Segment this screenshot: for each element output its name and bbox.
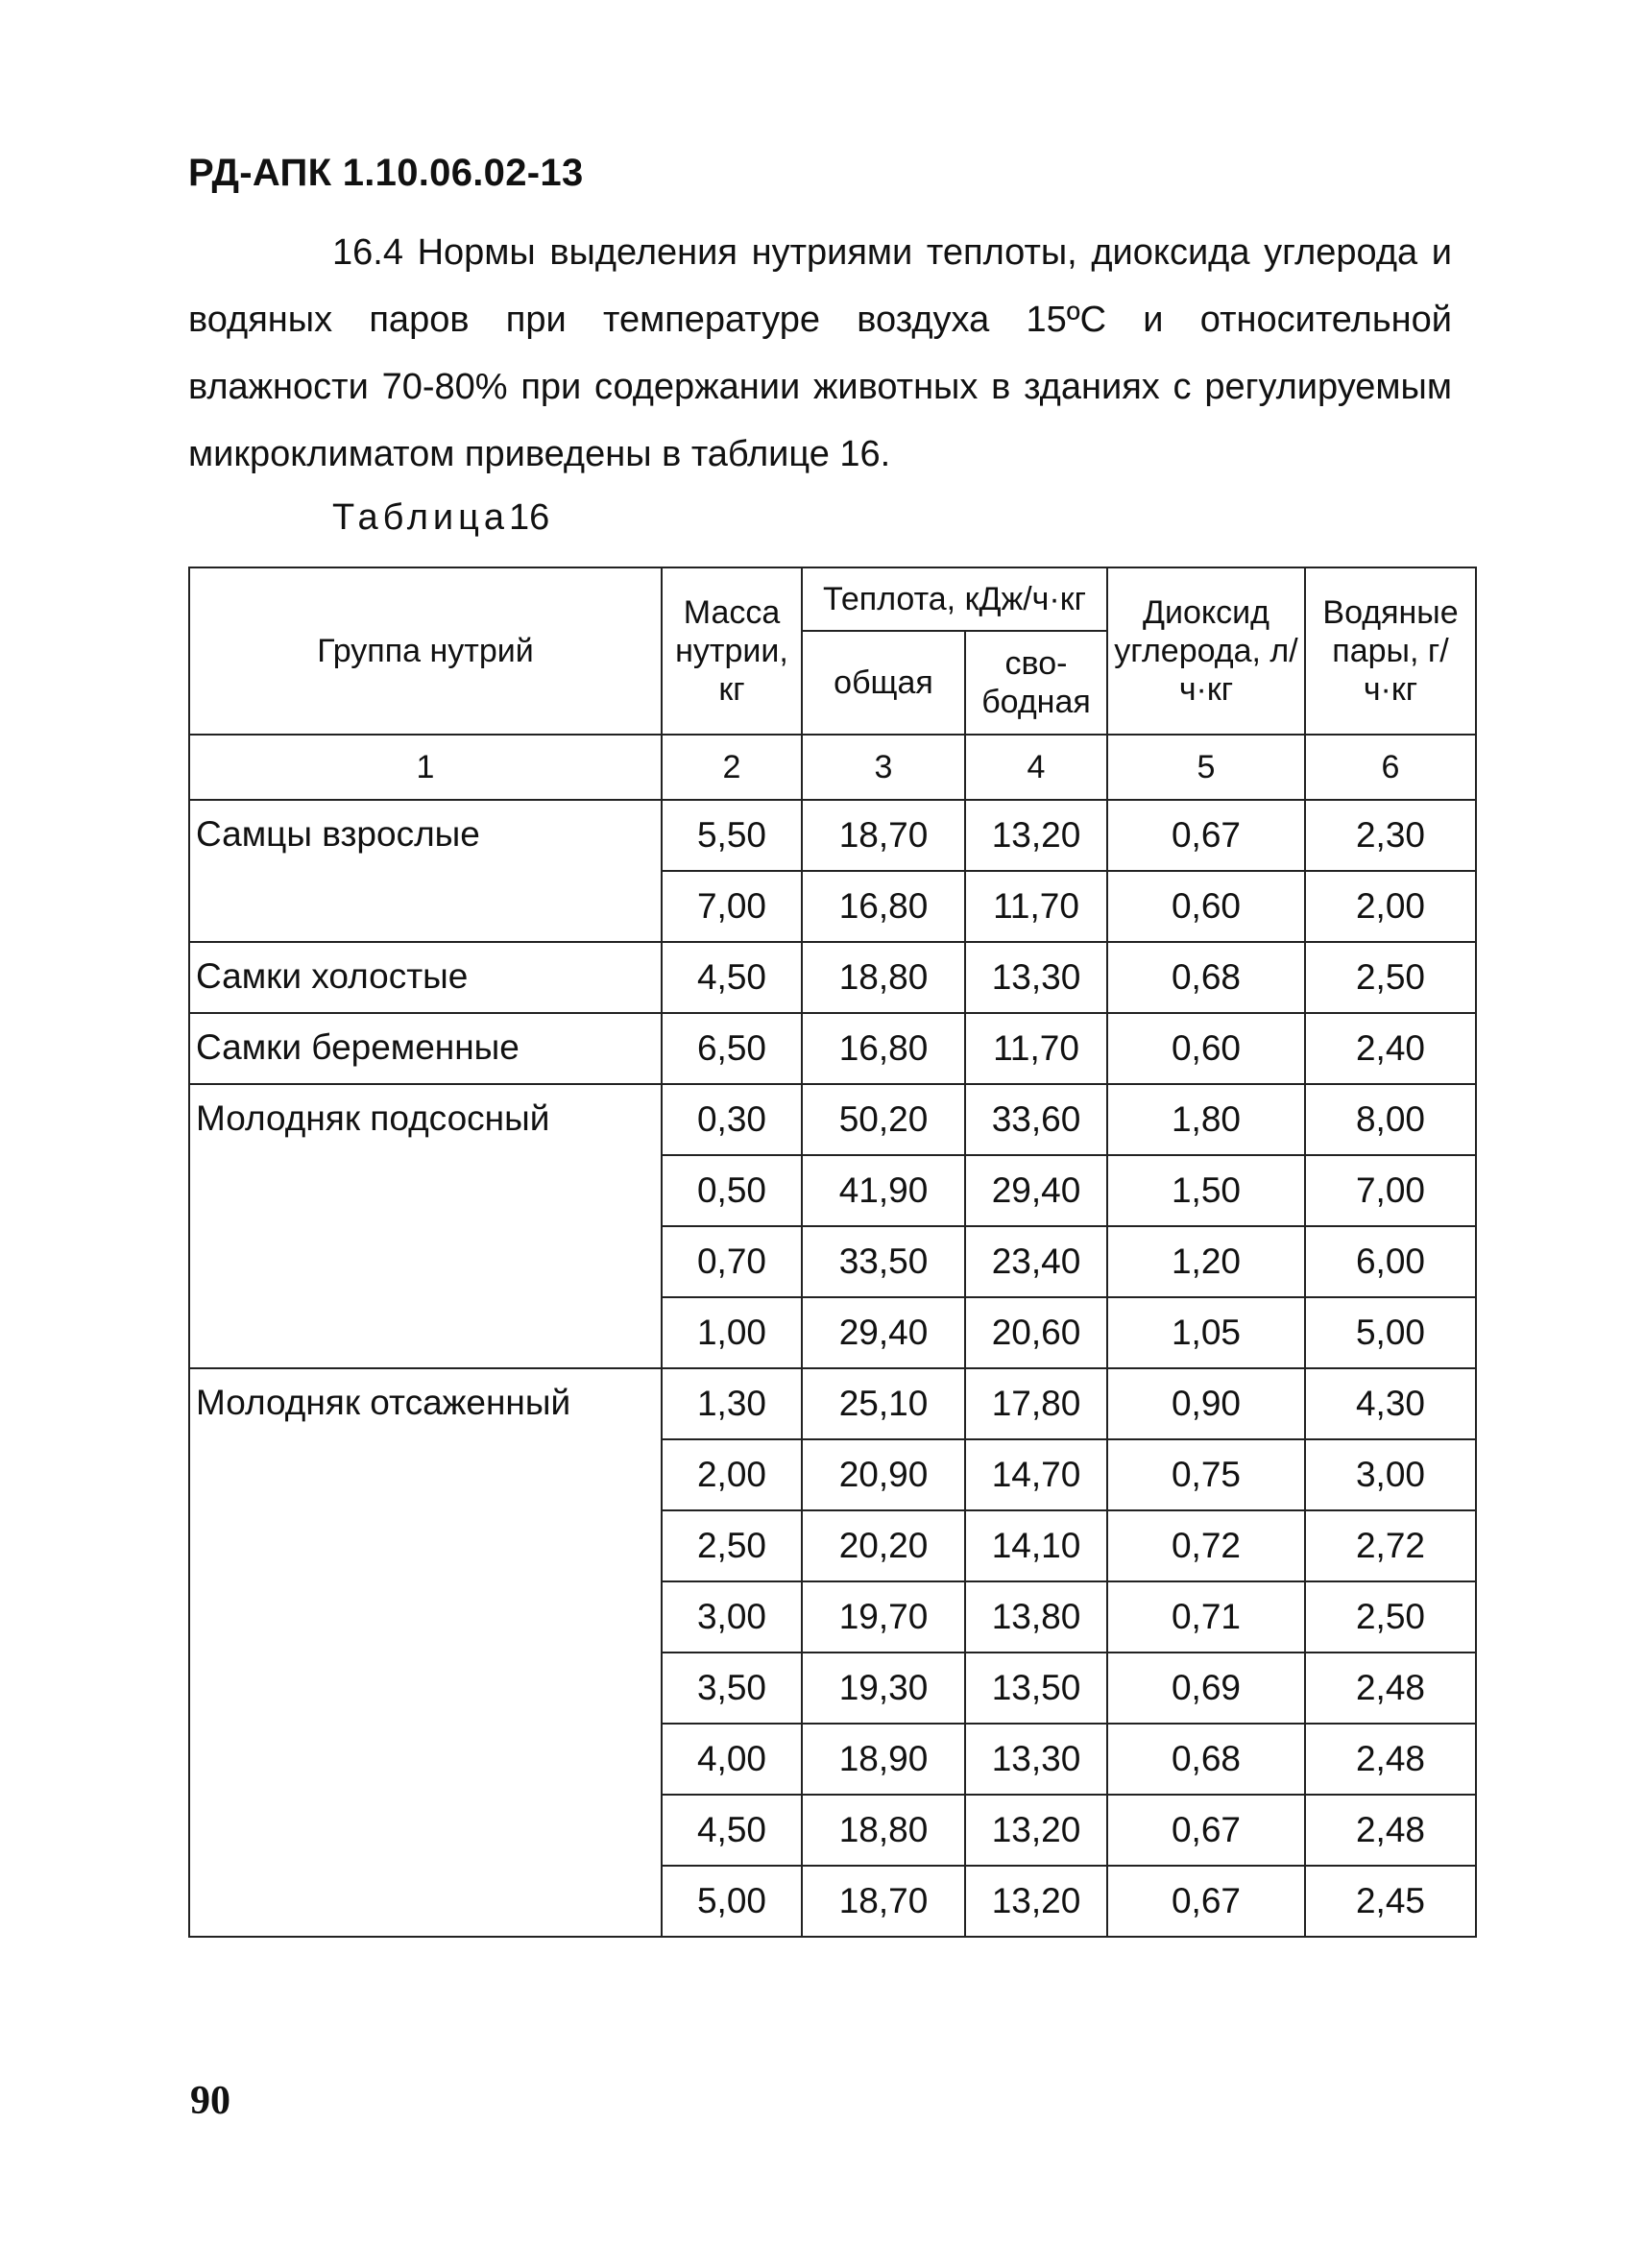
heat-free-cell: 13,30 (965, 1724, 1107, 1795)
header-group: Группа нутрий (189, 567, 662, 735)
document-code: РД-АПК 1.10.06.02-13 (188, 152, 584, 194)
group-name-cell: Самцы взрослые (189, 800, 662, 942)
heat-total-cell: 50,20 (802, 1084, 965, 1155)
vapor-cell: 2,50 (1305, 1581, 1476, 1653)
co2-cell: 1,50 (1107, 1155, 1305, 1226)
vapor-cell: 2,30 (1305, 800, 1476, 871)
vapor-cell: 3,00 (1305, 1439, 1476, 1510)
vapor-cell: 2,48 (1305, 1724, 1476, 1795)
table-row (189, 1013, 1476, 1084)
heat-total-cell: 18,70 (802, 1866, 965, 1937)
heat-free-cell: 17,80 (965, 1368, 1107, 1439)
vapor-cell: 2,72 (1305, 1510, 1476, 1581)
co2-cell: 0,60 (1107, 1013, 1305, 1084)
mass-cell: 1,30 (662, 1368, 802, 1439)
mass-cell: 0,30 (662, 1084, 802, 1155)
heat-free-cell: 13,20 (965, 800, 1107, 871)
vapor-cell: 2,48 (1305, 1795, 1476, 1866)
co2-cell: 0,90 (1107, 1368, 1305, 1439)
co2-cell: 1,80 (1107, 1084, 1305, 1155)
mass-cell: 4,50 (662, 1795, 802, 1866)
column-number: 5 (1107, 735, 1305, 800)
page-number: 90 (190, 2079, 230, 2123)
heat-total-cell: 18,70 (802, 800, 965, 871)
co2-cell: 0,67 (1107, 1795, 1305, 1866)
vapor-cell: 7,00 (1305, 1155, 1476, 1226)
vapor-cell: 5,00 (1305, 1297, 1476, 1368)
column-number: 1 (189, 735, 662, 800)
heat-free-cell: 13,20 (965, 1866, 1107, 1937)
mass-cell: 4,50 (662, 942, 802, 1013)
mass-cell: 0,50 (662, 1155, 802, 1226)
co2-cell: 0,71 (1107, 1581, 1305, 1653)
table-row (189, 800, 1476, 871)
co2-cell: 0,67 (1107, 800, 1305, 871)
mass-cell: 7,00 (662, 871, 802, 942)
group-name-cell: Молодняк подсосный (189, 1084, 662, 1368)
vapor-cell: 6,00 (1305, 1226, 1476, 1297)
heat-total-cell: 18,80 (802, 942, 965, 1013)
column-number: 2 (662, 735, 802, 800)
vapor-cell: 2,45 (1305, 1866, 1476, 1937)
co2-cell: 1,05 (1107, 1297, 1305, 1368)
intro-paragraph: 16.4 Нормы выделения нутриями теплоты, диоксида углерода и водяных паров при температуре воздуха 15ºС и относительной влажности 70-80% при содержании животных в зданиях с регулируемым микроклиматом приведены в таблице 16. (188, 232, 1452, 474)
heat-total-cell: 19,30 (802, 1653, 965, 1724)
mass-cell: 3,00 (662, 1581, 802, 1653)
header-vapor: Водяные пары, г/ч·кг (1305, 567, 1476, 735)
co2-cell: 0,75 (1107, 1439, 1305, 1510)
vapor-cell: 2,48 (1305, 1653, 1476, 1724)
header-mass: Масса нутрии, кг (662, 567, 802, 735)
group-name-cell: Самки холостые (189, 942, 662, 1013)
heat-free-cell: 23,40 (965, 1226, 1107, 1297)
co2-cell: 0,60 (1107, 871, 1305, 942)
column-number-row (189, 735, 1476, 800)
vapor-cell: 2,40 (1305, 1013, 1476, 1084)
heat-total-cell: 18,90 (802, 1724, 965, 1795)
column-number: 4 (965, 735, 1107, 800)
heat-free-cell: 29,40 (965, 1155, 1107, 1226)
co2-cell: 1,20 (1107, 1226, 1305, 1297)
heat-total-cell: 20,90 (802, 1439, 965, 1510)
heat-free-cell: 11,70 (965, 1013, 1107, 1084)
heat-total-cell: 16,80 (802, 1013, 965, 1084)
column-number: 3 (802, 735, 965, 800)
co2-cell: 0,67 (1107, 1866, 1305, 1937)
table-body (189, 800, 1476, 1937)
vapor-cell: 2,00 (1305, 871, 1476, 942)
heat-free-cell: 13,80 (965, 1581, 1107, 1653)
vapor-cell: 8,00 (1305, 1084, 1476, 1155)
heat-total-cell: 33,50 (802, 1226, 965, 1297)
heat-total-cell: 25,10 (802, 1368, 965, 1439)
heat-free-cell: 14,10 (965, 1510, 1107, 1581)
table-caption-label: Таблица (332, 497, 509, 538)
header-co2: Диоксид углерода, л/ч·кг (1107, 567, 1305, 735)
vapor-cell: 4,30 (1305, 1368, 1476, 1439)
table-caption-number: 16 (509, 497, 550, 538)
co2-cell: 0,68 (1107, 942, 1305, 1013)
mass-cell: 3,50 (662, 1653, 802, 1724)
mass-cell: 0,70 (662, 1226, 802, 1297)
mass-cell: 6,50 (662, 1013, 802, 1084)
co2-cell: 0,69 (1107, 1653, 1305, 1724)
heat-free-cell: 13,50 (965, 1653, 1107, 1724)
mass-cell: 1,00 (662, 1297, 802, 1368)
heat-free-cell: 14,70 (965, 1439, 1107, 1510)
mass-cell: 4,00 (662, 1724, 802, 1795)
group-name-cell: Молодняк отсаженный (189, 1368, 662, 1937)
heat-total-cell: 41,90 (802, 1155, 965, 1226)
heat-free-cell: 33,60 (965, 1084, 1107, 1155)
header-heat-total: общая (802, 631, 965, 735)
heat-total-cell: 18,80 (802, 1795, 965, 1866)
heat-total-cell: 20,20 (802, 1510, 965, 1581)
vapor-cell: 2,50 (1305, 942, 1476, 1013)
header-heat-free: сво-бодная (965, 631, 1107, 735)
heat-free-cell: 13,30 (965, 942, 1107, 1013)
heat-total-cell: 19,70 (802, 1581, 965, 1653)
heat-free-cell: 20,60 (965, 1297, 1107, 1368)
co2-cell: 0,68 (1107, 1724, 1305, 1795)
mass-cell: 2,50 (662, 1510, 802, 1581)
co2-cell: 0,72 (1107, 1510, 1305, 1581)
table-caption (332, 497, 549, 539)
heat-free-cell: 11,70 (965, 871, 1107, 942)
table-row (189, 942, 1476, 1013)
mass-cell: 5,00 (662, 1866, 802, 1937)
header-heat: Теплота, кДж/ч·кг (802, 567, 1107, 631)
mass-cell: 5,50 (662, 800, 802, 871)
emission-table (188, 567, 1477, 1938)
column-number: 6 (1305, 735, 1476, 800)
table-row (189, 1084, 1476, 1155)
mass-cell: 2,00 (662, 1439, 802, 1510)
table-row (189, 1368, 1476, 1439)
group-name-cell: Самки беременные (189, 1013, 662, 1084)
heat-total-cell: 29,40 (802, 1297, 965, 1368)
heat-free-cell: 13,20 (965, 1795, 1107, 1866)
heat-total-cell: 16,80 (802, 871, 965, 942)
